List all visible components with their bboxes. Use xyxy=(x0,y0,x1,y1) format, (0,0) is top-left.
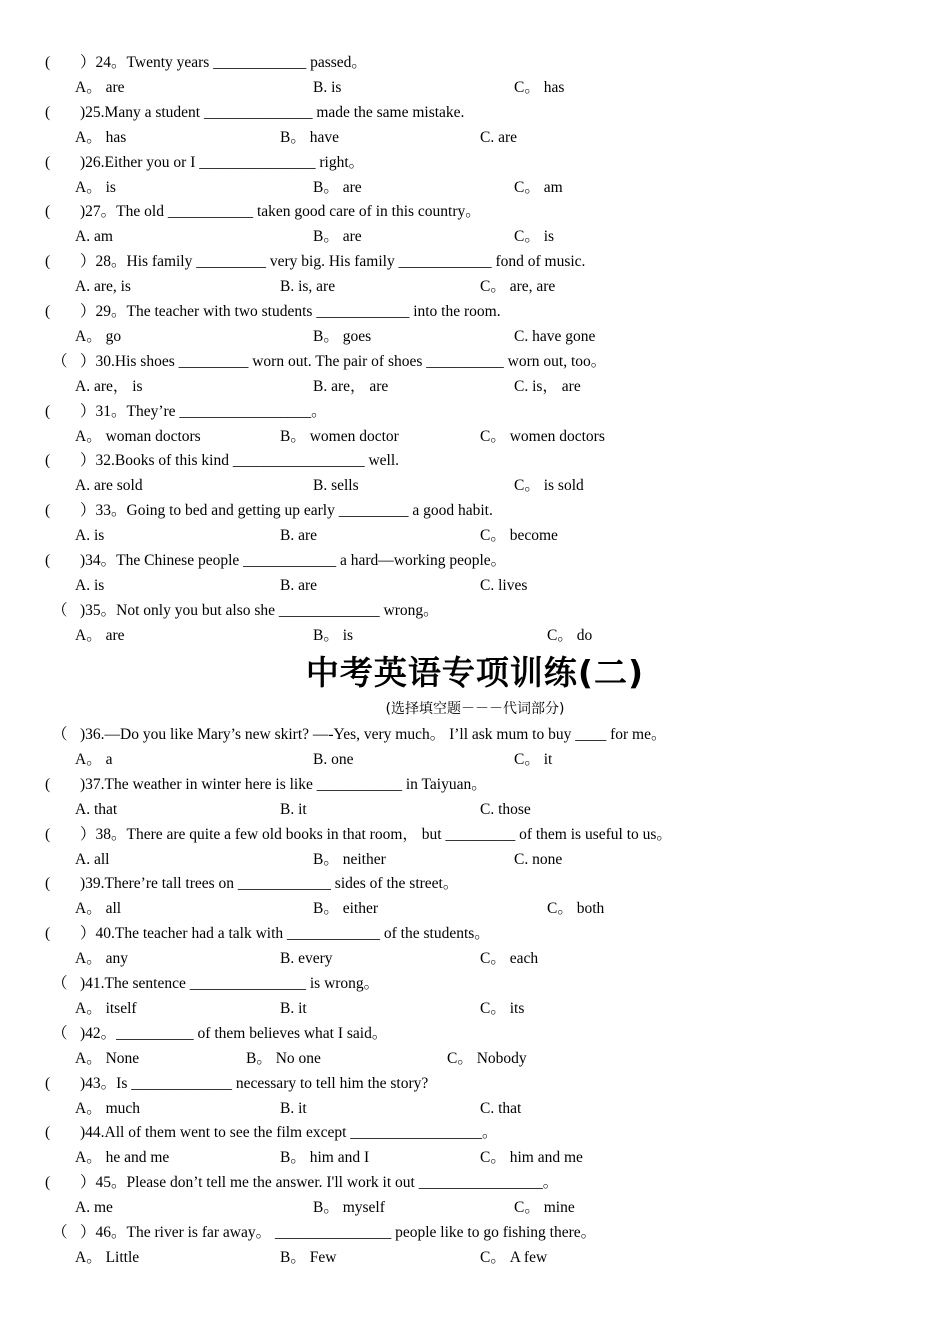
option-c: C。 its xyxy=(480,999,525,1017)
option-b: B。 Few xyxy=(280,1248,337,1266)
option-b: B. is xyxy=(313,78,342,96)
option-a: A. me xyxy=(75,1199,113,1217)
option-c: C。 are, are xyxy=(480,278,556,296)
option-a: A. all xyxy=(75,850,110,868)
question-text: ）28。His family _________ very big. His family ____________ fond of music. xyxy=(80,253,586,271)
question-text: )41.The sentence _______________ is wrong。 xyxy=(80,975,380,992)
option-c: C。 each xyxy=(480,950,539,968)
answer-bracket: （ xyxy=(52,726,68,743)
question-text: )37.The weather in winter here is like ___________ in Taiyuan。 xyxy=(80,775,487,793)
option-b: B。 goes xyxy=(313,327,372,345)
answer-bracket: ( xyxy=(45,203,51,221)
option-c: C。 mine xyxy=(514,1199,575,1217)
question-text: )26.Either you or I _______________ right。 xyxy=(80,153,365,171)
option-a: A。 go xyxy=(75,327,122,345)
option-c: C。 Nobody xyxy=(447,1049,527,1067)
option-a: A. am xyxy=(75,228,113,246)
option-a: A. that xyxy=(75,800,118,818)
option-a: A。 None xyxy=(75,1049,140,1067)
answer-bracket: ( xyxy=(45,552,51,569)
option-b: B。 neither xyxy=(313,850,386,868)
answer-bracket: ( xyxy=(45,1074,51,1092)
option-b: B。 him and I xyxy=(280,1149,370,1167)
answer-bracket: ( xyxy=(45,253,51,271)
option-c: C。 is xyxy=(514,228,555,246)
question-text: ）38。There are quite a few old books in that room， but _________ of them is useful to us。 xyxy=(80,825,672,843)
answer-bracket: （ xyxy=(52,1024,68,1042)
option-b: B. it xyxy=(280,999,307,1017)
option-b: B. it xyxy=(280,800,307,818)
answer-bracket: ( xyxy=(45,1124,51,1142)
section-subtitle: (选择填空题－－－代词部分) xyxy=(385,701,565,717)
option-b: B. it xyxy=(280,1099,307,1117)
option-b: B。 have xyxy=(280,128,339,146)
answer-bracket: （ xyxy=(52,601,68,619)
option-c: C. none xyxy=(514,850,563,868)
answer-bracket: ( xyxy=(45,153,51,171)
answer-bracket: ( xyxy=(45,54,51,71)
option-a: A。 is xyxy=(75,178,116,196)
option-c: C。 him and me xyxy=(480,1149,583,1167)
option-a: A。 has xyxy=(75,128,127,146)
question-text: ）24。Twenty years ____________ passed。 xyxy=(80,54,367,71)
answer-bracket: ( xyxy=(45,303,51,320)
answer-bracket: ( xyxy=(45,875,51,893)
question-text: ）31。They’re _________________。 xyxy=(80,402,327,420)
question-text: )36.—Do you like Mary’s new skirt? —-Yes, very much。 I’ll ask mum to buy ____ for me。 xyxy=(80,726,667,743)
option-a: A。 itself xyxy=(75,999,137,1017)
option-b: B。 myself xyxy=(313,1199,385,1217)
question-text: )27。The old ___________ taken good care of in this country。 xyxy=(80,203,481,221)
section-title: 中考英语专项训练(二) xyxy=(305,653,645,692)
option-a: A. are， is xyxy=(75,377,143,395)
option-a: A。 all xyxy=(75,900,122,918)
option-a: A。 Little xyxy=(75,1248,140,1266)
option-b: B. every xyxy=(280,950,333,968)
option-a: A. is xyxy=(75,527,105,545)
option-b: B. is, are xyxy=(280,278,336,296)
question-text: )34。The Chinese people ____________ a hard—working people。 xyxy=(80,552,507,569)
option-c: C. that xyxy=(480,1099,522,1117)
option-c: C. have gone xyxy=(514,327,596,345)
option-b: B. are xyxy=(280,527,318,545)
answer-bracket: （ xyxy=(52,1224,68,1241)
option-a: A. is xyxy=(75,576,105,594)
option-a: A. are sold xyxy=(75,477,143,495)
option-a: A。 are xyxy=(75,78,125,96)
answer-bracket: ( xyxy=(45,452,51,470)
question-text: ）33。Going to bed and getting up early _________ a good habit. xyxy=(80,502,493,520)
option-b: B. sells xyxy=(313,477,359,495)
question-text: ）40.The teacher had a talk with ____________ of the students。 xyxy=(80,925,490,943)
question-text: ）30.His shoes _________ worn out. The pair of shoes __________ worn out, too。 xyxy=(80,352,607,370)
option-b: B。 is xyxy=(313,626,354,644)
option-c: C。 has xyxy=(514,78,565,96)
option-a: A。 woman doctors xyxy=(75,427,201,445)
option-a: A。 any xyxy=(75,950,128,968)
question-text: ）45。Please don’t tell me the answer. I'll work it out ________________。 xyxy=(80,1174,559,1192)
question-text: )35。Not only you but also she _____________ wrong。 xyxy=(80,601,439,619)
question-text: )43。Is _____________ necessary to tell him the story? xyxy=(80,1074,429,1092)
option-c: C. is， are xyxy=(514,377,581,395)
answer-bracket: ( xyxy=(45,103,51,121)
option-a: A. are, is xyxy=(75,278,131,296)
option-b: B. one xyxy=(313,750,354,768)
option-c: C。 is sold xyxy=(514,477,584,495)
answer-bracket: ( xyxy=(45,1174,51,1192)
option-b: B。 are xyxy=(313,178,362,196)
answer-bracket: ( xyxy=(45,775,51,793)
question-text: ）32.Books of this kind _________________ well. xyxy=(80,452,400,470)
option-a: A。 a xyxy=(75,750,113,768)
option-a: A。 he and me xyxy=(75,1149,170,1167)
option-c: C。 it xyxy=(514,750,553,768)
question-text: )44.All of them went to see the film except _________________。 xyxy=(80,1124,498,1142)
option-c: C。 am xyxy=(514,178,563,196)
option-c: C。 both xyxy=(547,900,605,918)
option-a: A。 are xyxy=(75,626,125,644)
option-c: C. those xyxy=(480,800,531,818)
question-text: )25.Many a student ______________ made the same mistake. xyxy=(80,103,465,121)
answer-bracket: ( xyxy=(45,825,51,843)
option-b: B。 women doctor xyxy=(280,427,399,445)
question-text: )42。__________ of them believes what I said。 xyxy=(80,1024,388,1042)
option-a: A。 much xyxy=(75,1099,141,1117)
option-c: C. are xyxy=(480,128,518,146)
answer-bracket: （ xyxy=(52,352,68,370)
question-text: ）46。The river is far away。 _______________ people like to go fishing there。 xyxy=(80,1224,597,1241)
option-c: C. lives xyxy=(480,576,528,594)
question-text: ）29。The teacher with two students ____________ into the room. xyxy=(80,303,501,320)
option-c: C。 do xyxy=(547,626,593,644)
option-c: C。 A few xyxy=(480,1248,548,1266)
option-c: C。 become xyxy=(480,527,558,545)
answer-bracket: （ xyxy=(52,975,68,992)
option-b: B. are， are xyxy=(313,377,389,395)
option-b: B。 are xyxy=(313,228,362,246)
answer-bracket: ( xyxy=(45,402,51,420)
option-b: B. are xyxy=(280,576,318,594)
answer-bracket: ( xyxy=(45,502,51,520)
option-c: C。 women doctors xyxy=(480,427,605,445)
question-text: )39.There’re tall trees on ____________ sides of the street。 xyxy=(80,875,459,893)
option-b: B。 No one xyxy=(246,1049,321,1067)
answer-bracket: ( xyxy=(45,925,51,943)
option-b: B。 either xyxy=(313,900,378,918)
